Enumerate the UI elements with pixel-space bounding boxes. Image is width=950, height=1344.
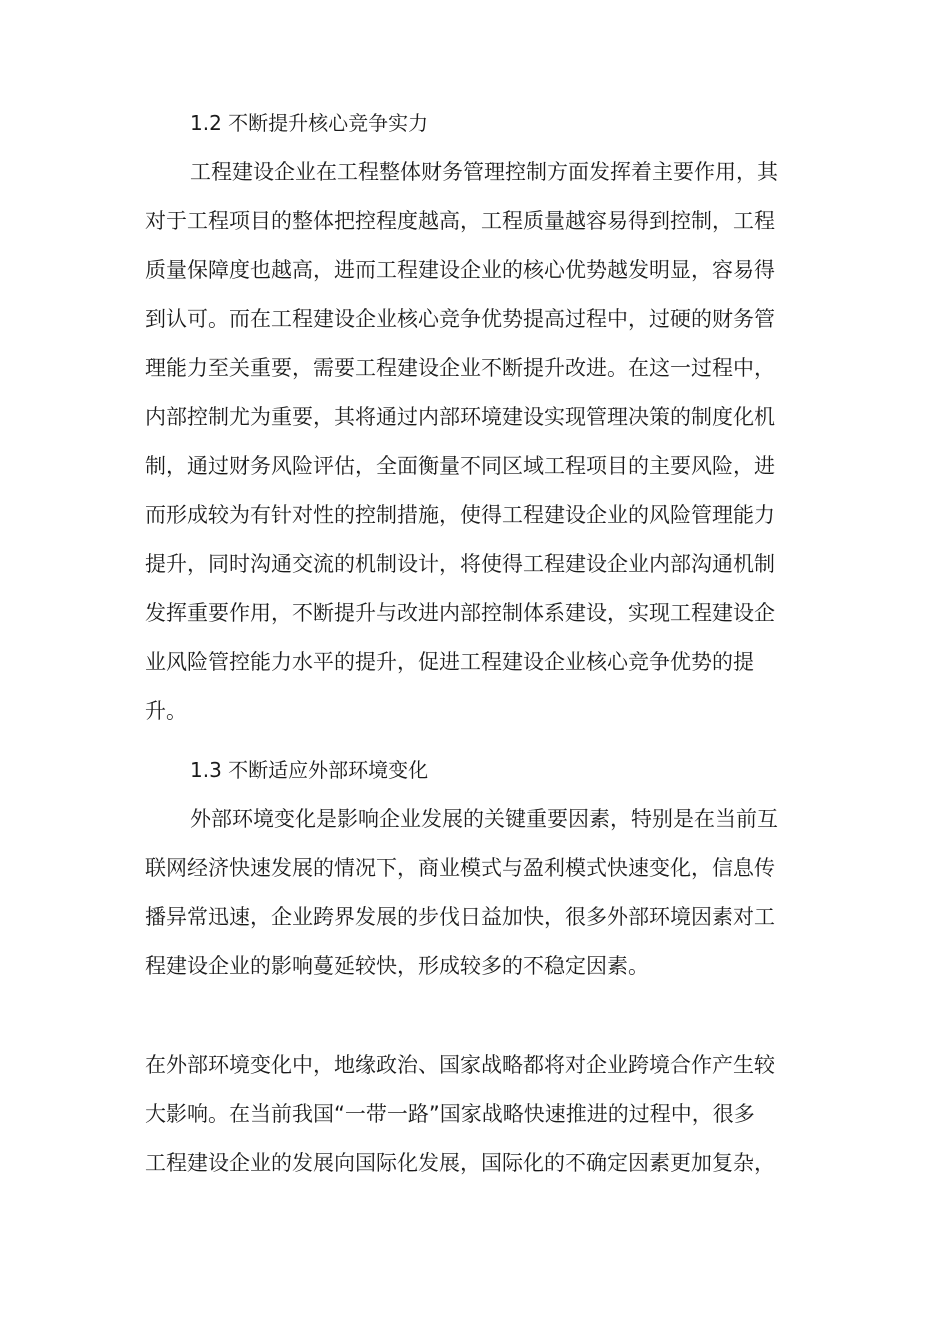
paragraph-line: 大影响。在当前我国“一带一路”国家战略快速推进的过程中，很多: [145, 1102, 755, 1126]
paragraph-line: 播异常迅速，企业跨界发展的步伐日益加快，很多外部环境因素对工: [145, 905, 775, 929]
paragraph-line: 对于工程项目的整体把控程度越高，工程质量越容易得到控制，工程: [145, 209, 775, 233]
paragraph-line: 提升，同时沟通交流的机制设计，将使得工程建设企业内部沟通机制: [145, 552, 775, 576]
paragraph-line: 业风险管控能力水平的提升，促进工程建设企业核心竞争优势的提: [145, 650, 754, 674]
paragraph-line: 发挥重要作用，不断提升与改进内部控制体系建设，实现工程建设企: [145, 601, 775, 625]
paragraph-line: 理能力至关重要，需要工程建设企业不断提升改进。在这一过程中，: [145, 356, 775, 380]
section-heading-1-2: 1.2 不断提升核心竞争实力: [190, 111, 429, 135]
paragraph-line: 而形成较为有针对性的控制措施，使得工程建设企业的风险管理能力: [145, 503, 775, 527]
paragraph-line: 内部控制尤为重要，其将通过内部环境建设实现管理决策的制度化机: [145, 405, 775, 429]
paragraph-line: 制，通过财务风险评估，全面衡量不同区域工程项目的主要风险，进: [145, 454, 775, 478]
paragraph-line: 联网经济快速发展的情况下，商业模式与盈利模式快速变化，信息传: [145, 856, 775, 880]
paragraph-line: 工程建设企业在工程整体财务管理控制方面发挥着主要作用，其: [190, 160, 778, 184]
paragraph-line: 质量保障度也越高，进而工程建设企业的核心优势越发明显，容易得: [145, 258, 775, 282]
paragraph-line: 外部环境变化是影响企业发展的关键重要因素，特别是在当前互: [190, 807, 778, 831]
paragraph-line: 工程建设企业的发展向国际化发展，国际化的不确定因素更加复杂，: [145, 1151, 775, 1175]
section-heading-1-3: 1.3 不断适应外部环境变化: [190, 758, 429, 782]
paragraph-line: 升。: [145, 699, 187, 723]
paragraph-line: 程建设企业的影响蔓延较快，形成较多的不稳定因素。: [145, 954, 649, 978]
paragraph-line: 到认可。而在工程建设企业核心竞争优势提高过程中，过硬的财务管: [145, 307, 775, 331]
paragraph-line: 在外部环境变化中，地缘政治、国家战略都将对企业跨境合作产生较: [145, 1053, 775, 1077]
